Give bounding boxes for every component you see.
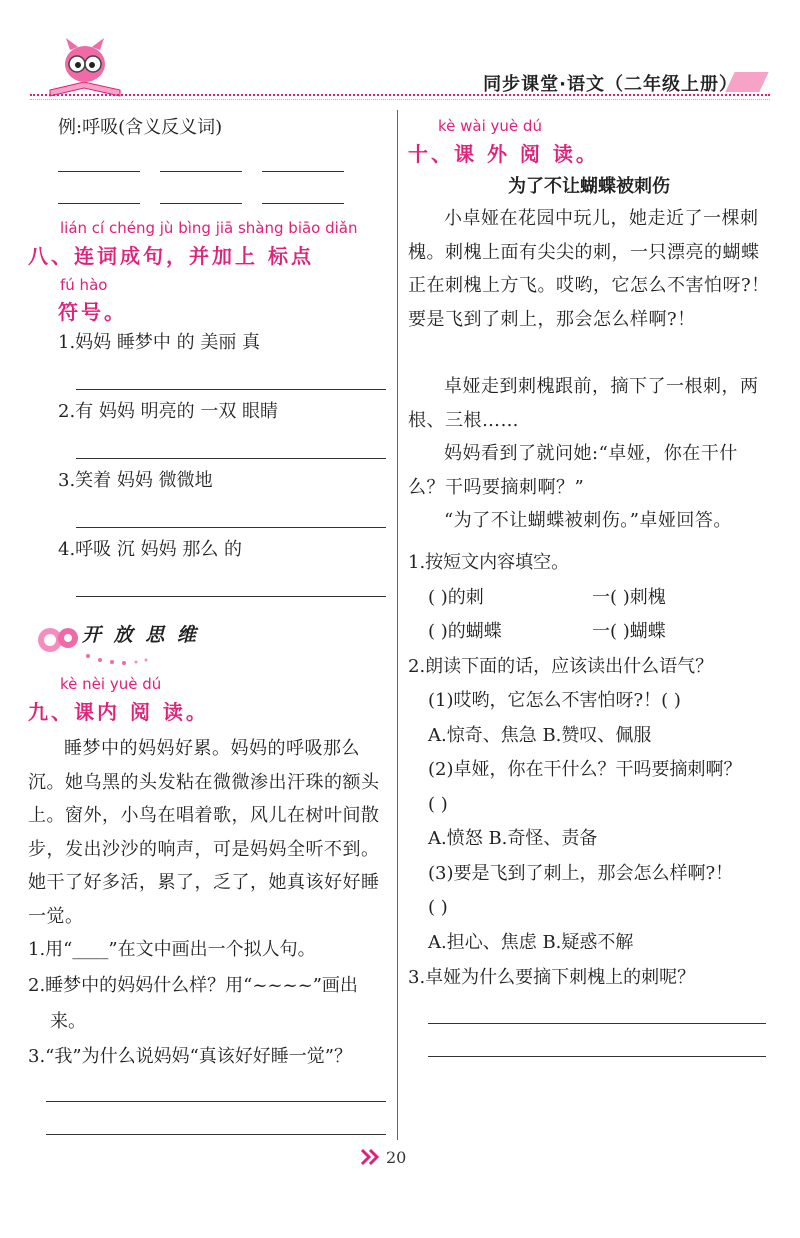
r-question-2-1: (1)哎哟，它怎么不害怕呀?！( ) xyxy=(428,690,681,711)
story-paragraph-3: 妈妈看到了就问她:“卓娅，你在干什么？干吗要摘刺啊？” xyxy=(408,443,738,498)
answer-paren[interactable]: ( ) xyxy=(428,794,448,815)
open-thinking-label: 开 放 思 维 xyxy=(82,624,199,646)
header-rule-secondary xyxy=(30,99,770,100)
section10-title: 十、课 外 阅 读。 xyxy=(408,142,599,166)
answer-options: A.惊奇、焦急 B.赞叹、佩服 xyxy=(428,725,652,746)
question-2-cont: 来。 xyxy=(50,1011,86,1032)
answer-line[interactable] xyxy=(58,171,140,172)
answer-line[interactable] xyxy=(46,1101,386,1102)
answer-line[interactable] xyxy=(76,458,386,459)
answer-line[interactable] xyxy=(58,203,140,204)
section8-pinyin: lián cí chéng jù bìng jiā shàng biāo diǎn xyxy=(60,219,358,237)
question-item: 2.有 妈妈 明亮的 一双 眼睛 xyxy=(58,401,279,422)
example-line: 例:呼吸(含义反义词) xyxy=(58,117,223,138)
section8-title-2: 符号。 xyxy=(58,300,127,324)
r-question-2: 2.朗读下面的话，应该读出什么语气？ xyxy=(408,656,714,677)
story-paragraph-2: 卓娅走到刺槐跟前，摘下了一根刺，两根、三根…… xyxy=(408,376,759,431)
answer-line[interactable] xyxy=(76,527,386,528)
answer-line[interactable] xyxy=(262,203,344,204)
mascot-logo xyxy=(42,38,128,98)
fill-blank[interactable]: ( )的蝴蝶 xyxy=(428,621,502,642)
question-item: 3.笑着 妈妈 微微地 xyxy=(58,470,213,491)
page-number: 20 xyxy=(386,1148,407,1167)
answer-line[interactable] xyxy=(262,171,344,172)
question-2: 2.睡梦中的妈妈什么样？用“~~~~”画出 xyxy=(28,975,358,996)
answer-line[interactable] xyxy=(76,389,386,390)
answer-paren[interactable]: ( ) xyxy=(428,897,448,918)
double-chevron-icon xyxy=(360,1148,382,1166)
r-question-3: 3.卓娅为什么要摘下刺槐上的刺呢？ xyxy=(408,967,696,988)
header-title: 同步课堂·语文（二年级上册） xyxy=(483,74,738,95)
fill-blank[interactable]: 一( )蝴蝶 xyxy=(592,621,666,642)
answer-line[interactable] xyxy=(46,1134,386,1135)
section10-pinyin: kè wài yuè dú xyxy=(438,117,542,135)
answer-line[interactable] xyxy=(76,596,386,597)
section9-title: 九、课内 阅 读。 xyxy=(28,700,209,724)
answer-line[interactable] xyxy=(160,203,242,204)
fill-blank[interactable]: 一( )刺槐 xyxy=(592,587,666,608)
column-divider xyxy=(397,110,398,1140)
answer-line[interactable] xyxy=(428,1056,766,1057)
r-question-2-2: (2)卓娅，你在干什么？干吗要摘刺啊？ xyxy=(428,759,742,780)
section8-title: 八、连词成句，并加上 标点 xyxy=(28,244,314,268)
section8-pinyin-2: fú hào xyxy=(60,276,108,294)
story-paragraph-1: 小卓娅在花园中玩儿，她走近了一棵刺槐。刺槐上面有尖尖的刺，一只漂亮的蝴蝶正在刺槐上方飞。哎哟，它怎么不害怕呀?！要是飞到了刺上，那会怎么样啊?！ xyxy=(408,208,770,330)
fill-blank[interactable]: ( )的刺 xyxy=(428,587,484,608)
question-item: 4.呼吸 沉 妈妈 那么 的 xyxy=(58,539,243,560)
r-question-1: 1.按短文内容填空。 xyxy=(408,552,570,573)
answer-options: A.担心、焦虑 B.疑惑不解 xyxy=(428,932,634,953)
story-title: 为了不让蝴蝶被刺伤 xyxy=(508,176,670,197)
r-question-2-3: (3)要是飞到了刺上，那会怎么样啊?！ xyxy=(428,863,734,884)
question-1: 1.用“____”在文中画出一个拟人句。 xyxy=(28,939,316,960)
question-item: 1.妈妈 睡梦中 的 美丽 真 xyxy=(58,332,261,353)
header-rule xyxy=(30,94,770,96)
answer-line[interactable] xyxy=(428,1023,766,1024)
story-paragraph-4: “为了不让蝴蝶被刺伤。”卓娅回答。 xyxy=(444,510,732,531)
section9-pinyin: kè nèi yuè dú xyxy=(60,675,162,693)
answer-line[interactable] xyxy=(160,171,242,172)
question-3: 3.“我”为什么说妈妈“真该好好睡一觉”？ xyxy=(28,1046,352,1067)
passage-text: 睡梦中的妈妈好累。妈妈的呼吸那么沉。她乌黑的头发粘在微微渗出汗珠的额头上。窗外，小鸟在唱着歌，风儿在树叶间散步，发出沙沙的响声，可是妈妈全听不到。她干了好多活，累了，乏了，她真该好好睡一觉。 xyxy=(28,738,380,927)
answer-options: A.愤怒 B.奇怪、责备 xyxy=(428,828,598,849)
